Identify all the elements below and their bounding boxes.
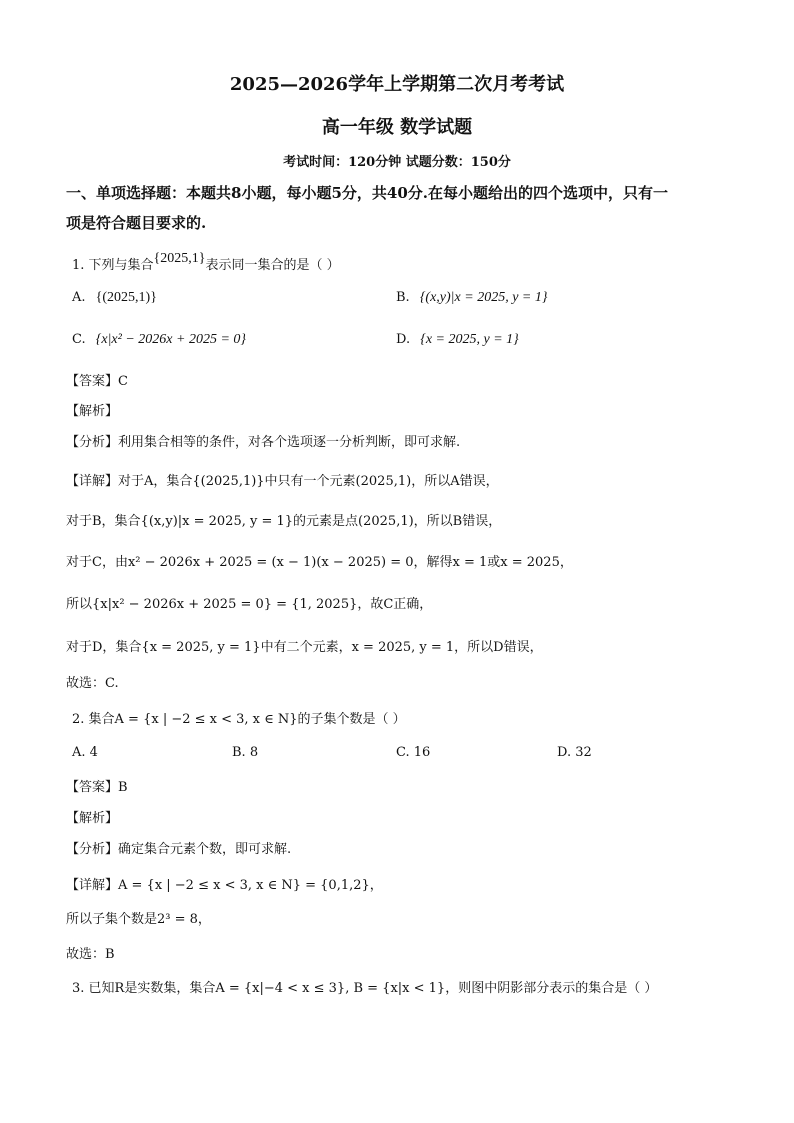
- section-heading-line2: 项是符合题目要求的.: [66, 214, 207, 232]
- q1-option-d-text: {x = 2025, y = 1}: [420, 332, 519, 347]
- q1-detail-5: 对于D，集合{x = 2025, y = 1}中有二个元素，x = 2025, y = 1，所以D错误，: [66, 640, 543, 655]
- q1-analysis: 【解析】: [66, 404, 119, 419]
- q2-option-b: B. 8: [232, 745, 259, 760]
- q2-stem: 2. 集合A = {x | −2 ≤ x < 3, x ∈ N}的子集个数是（ ）: [72, 712, 406, 727]
- q1-detail-3: 对于C，由x² − 2026x + 2025 = (x − 1)(x − 2025) = 0，解得x = 1或x = 2025，: [66, 555, 573, 570]
- q2-fenxi: 【分析】确定集合元素个数，即可求解.: [66, 842, 292, 857]
- q1-fenxi: 【分析】利用集合相等的条件，对各个选项逐一分析判断，即可求解.: [66, 435, 461, 450]
- exam-subtitle: 高一年级 数学试题: [321, 117, 473, 138]
- q1-stem: [72, 251, 340, 274]
- q1-option-a-label: A.: [72, 290, 86, 305]
- q2-option-c: C. 16: [396, 745, 431, 760]
- q1-option-c-text: {x|x² − 2026x + 2025 = 0}: [95, 332, 246, 347]
- q2-option-d: D. 32: [557, 745, 592, 760]
- q1-stem-pre: 1. 下列与集合: [72, 258, 154, 273]
- q1-option-b-label: B.: [396, 290, 410, 305]
- q2-analysis: 【解析】: [66, 811, 119, 826]
- q1-option-d-label: D.: [396, 332, 411, 347]
- exam-info: 考试时间：120分钟 试题分数：150分: [283, 155, 511, 170]
- q2-detail-2: 所以子集个数是2³ = 8，: [66, 912, 211, 927]
- q1-detail-4: 所以{x|x² − 2026x + 2025 = 0} = {1, 2025}，故C正确，: [66, 597, 433, 612]
- q1-option-a-text: {(2025,1)}: [95, 290, 157, 305]
- q2-choice: 故选：B: [66, 947, 115, 962]
- q1-option-b: [396, 290, 547, 306]
- q3-stem: 3. 已知R是实数集，集合A = {x|−4 < x ≤ 3}, B = {x|x < 1}，则图中阴影部分表示的集合是（ ）: [72, 981, 658, 996]
- q2-detail-1: 【详解】A = {x | −2 ≤ x < 3, x ∈ N} = {0,1,2}，: [66, 878, 383, 893]
- q1-detail-2: 对于B，集合{(x,y)|x = 2025, y = 1}的元素是点(2025,1)，所以B错误，: [66, 514, 502, 529]
- section-heading-line1: 一、单项选择题：本题共8小题，每小题5分，共40分.在每小题给出的四个选项中，只有一: [66, 184, 668, 202]
- q2-answer: 【答案】B: [66, 780, 128, 795]
- q2-option-a: A. 4: [72, 745, 98, 760]
- q1-option-a: [72, 290, 157, 306]
- q1-detail-1: 【详解】对于A，集合{(2025,1)}中只有一个元素(2025,1)，所以A错误，: [66, 474, 499, 489]
- q1-stem-set: {2025,1}: [153, 251, 206, 266]
- q1-option-c-label: C.: [72, 332, 86, 347]
- q1-stem-post: 表示同一集合的是（ ）: [205, 258, 340, 273]
- q1-answer: 【答案】C: [66, 374, 128, 389]
- q1-option-d: [396, 332, 519, 348]
- q1-option-c: [72, 332, 246, 348]
- q1-choice: 故选：C.: [66, 676, 119, 691]
- exam-title: 2025—2026学年上学期第二次月考考试: [229, 74, 565, 95]
- q1-option-b-text: {(x,y)|x = 2025, y = 1}: [419, 290, 548, 305]
